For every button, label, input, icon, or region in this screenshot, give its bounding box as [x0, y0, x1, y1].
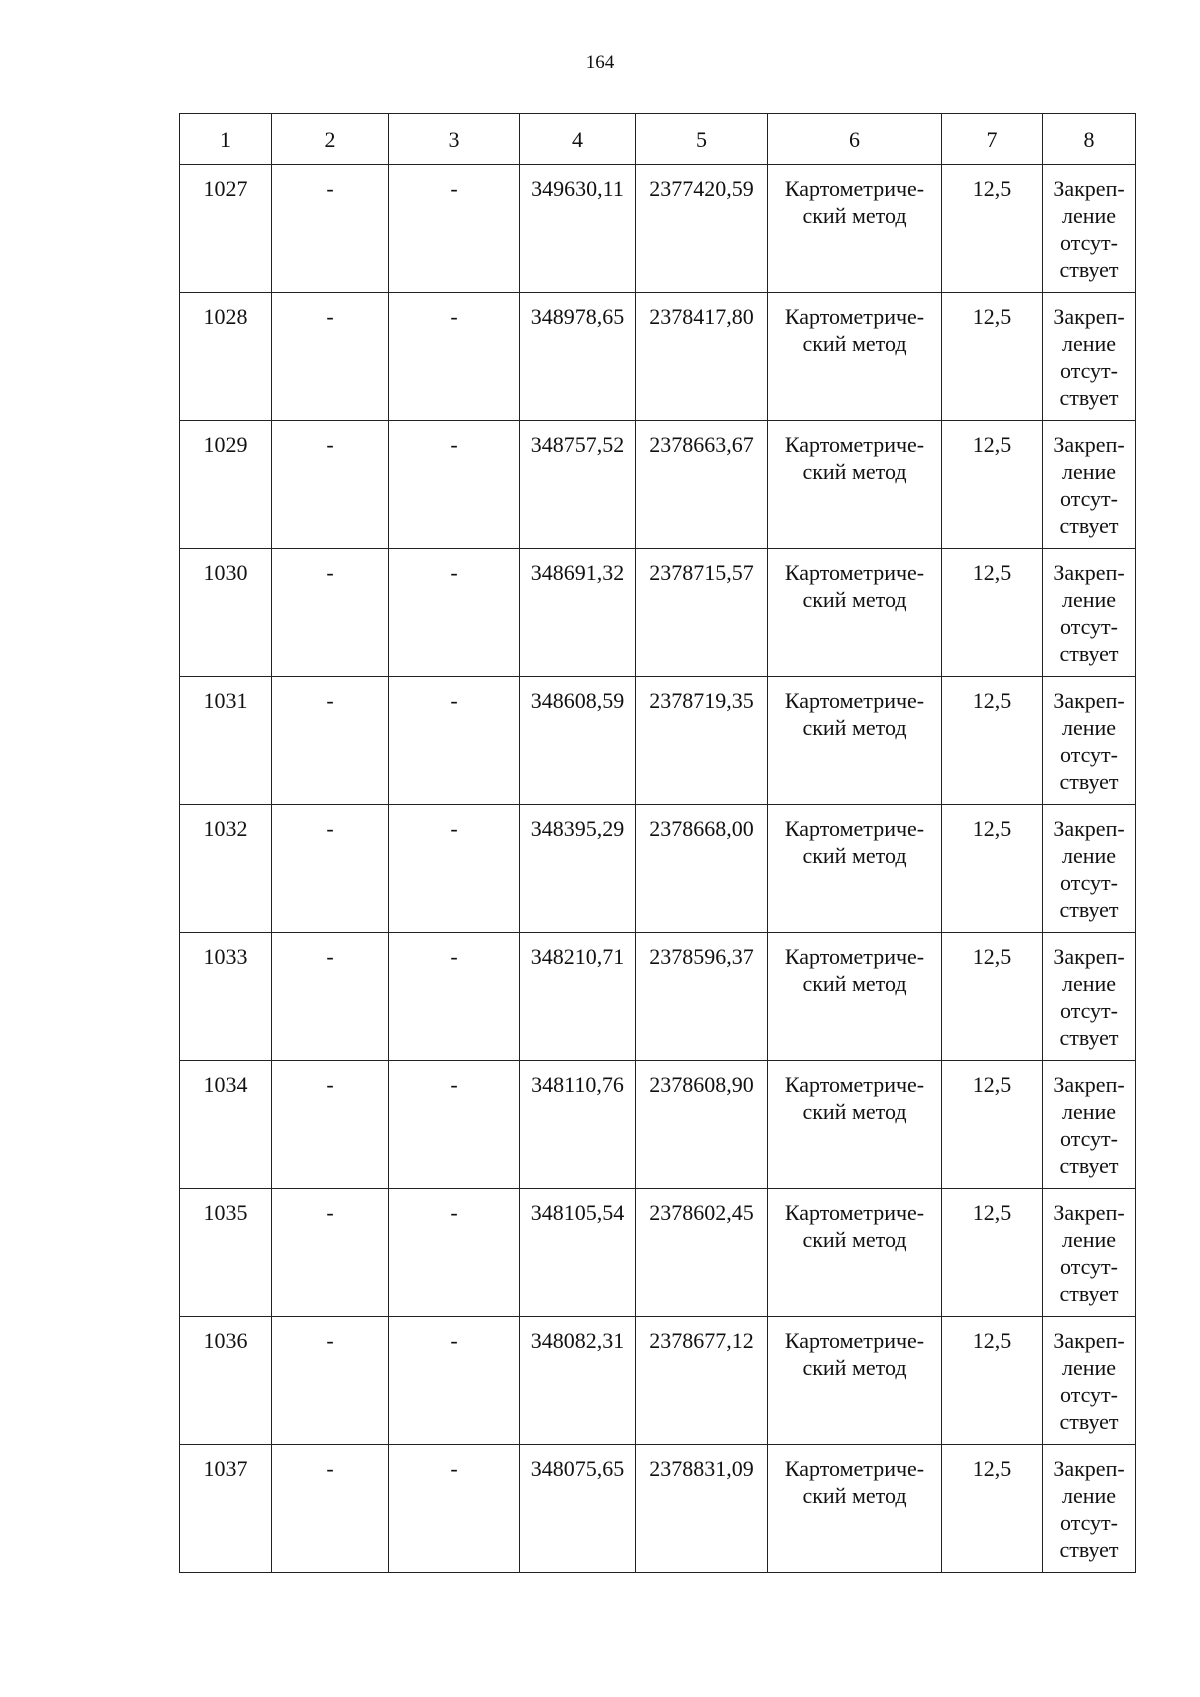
table-row [180, 1061, 1136, 1189]
column-2-cell: - [272, 1061, 389, 1189]
column-2-cell: - [272, 1445, 389, 1573]
table-row [180, 1445, 1136, 1573]
x-coordinate-cell: 348691,32 [520, 549, 636, 677]
accuracy-cell: 12,5 [942, 549, 1043, 677]
method-cell: Картометриче- ский метод [768, 165, 942, 293]
method-cell: Картометриче- ский метод [768, 549, 942, 677]
table-row [180, 677, 1136, 805]
point-number-cell: 1027 [180, 165, 272, 293]
header-cell-4: 4 [520, 114, 636, 165]
y-coordinate-cell: 2378719,35 [636, 677, 768, 805]
page-number: 164 [585, 52, 615, 73]
accuracy-cell: 12,5 [942, 933, 1043, 1061]
y-coordinate-cell: 2378677,12 [636, 1317, 768, 1445]
fixing-cell: Закреп- ление отсут- ствует [1043, 421, 1136, 549]
fixing-cell: Закреп- ление отсут- ствует [1043, 549, 1136, 677]
table-row [180, 293, 1136, 421]
header-cell-2: 2 [272, 114, 389, 165]
fixing-cell: Закреп- ление отсут- ствует [1043, 805, 1136, 933]
table-row [180, 1317, 1136, 1445]
fixing-cell: Закреп- ление отсут- ствует [1043, 1189, 1136, 1317]
accuracy-cell: 12,5 [942, 1189, 1043, 1317]
method-cell: Картометриче- ский метод [768, 1317, 942, 1445]
header-row [180, 114, 1136, 165]
column-3-cell: - [389, 421, 520, 549]
column-3-cell: - [389, 165, 520, 293]
table-row [180, 165, 1136, 293]
y-coordinate-cell: 2378596,37 [636, 933, 768, 1061]
x-coordinate-cell: 348395,29 [520, 805, 636, 933]
x-coordinate-cell: 348608,59 [520, 677, 636, 805]
header-cell-7: 7 [942, 114, 1043, 165]
column-2-cell: - [272, 549, 389, 677]
column-3-cell: - [389, 805, 520, 933]
method-cell: Картометриче- ский метод [768, 1189, 942, 1317]
column-3-cell: - [389, 549, 520, 677]
point-number-cell: 1029 [180, 421, 272, 549]
y-coordinate-cell: 2378663,67 [636, 421, 768, 549]
method-cell: Картометриче- ский метод [768, 421, 942, 549]
table-row [180, 421, 1136, 549]
x-coordinate-cell: 348210,71 [520, 933, 636, 1061]
x-coordinate-cell: 348082,31 [520, 1317, 636, 1445]
x-coordinate-cell: 348075,65 [520, 1445, 636, 1573]
accuracy-cell: 12,5 [942, 805, 1043, 933]
column-2-cell: - [272, 1189, 389, 1317]
y-coordinate-cell: 2378417,80 [636, 293, 768, 421]
y-coordinate-cell: 2378715,57 [636, 549, 768, 677]
point-number-cell: 1030 [180, 549, 272, 677]
accuracy-cell: 12,5 [942, 1317, 1043, 1445]
fixing-cell: Закреп- ление отсут- ствует [1043, 677, 1136, 805]
x-coordinate-cell: 348110,76 [520, 1061, 636, 1189]
point-number-cell: 1033 [180, 933, 272, 1061]
fixing-cell: Закреп- ление отсут- ствует [1043, 1061, 1136, 1189]
x-coordinate-cell: 349630,11 [520, 165, 636, 293]
x-coordinate-cell: 348757,52 [520, 421, 636, 549]
header-cell-1: 1 [180, 114, 272, 165]
y-coordinate-cell: 2378668,00 [636, 805, 768, 933]
column-3-cell: - [389, 1061, 520, 1189]
point-number-cell: 1032 [180, 805, 272, 933]
header-cell-5: 5 [636, 114, 768, 165]
table-header [180, 114, 1136, 165]
table-body [180, 165, 1136, 1573]
accuracy-cell: 12,5 [942, 1061, 1043, 1189]
accuracy-cell: 12,5 [942, 421, 1043, 549]
point-number-cell: 1035 [180, 1189, 272, 1317]
column-3-cell: - [389, 677, 520, 805]
fixing-cell: Закреп- ление отсут- ствует [1043, 933, 1136, 1061]
point-number-cell: 1031 [180, 677, 272, 805]
column-3-cell: - [389, 1189, 520, 1317]
header-cell-6: 6 [768, 114, 942, 165]
y-coordinate-cell: 2377420,59 [636, 165, 768, 293]
point-number-cell: 1037 [180, 1445, 272, 1573]
point-number-cell: 1028 [180, 293, 272, 421]
column-3-cell: - [389, 933, 520, 1061]
accuracy-cell: 12,5 [942, 165, 1043, 293]
y-coordinate-cell: 2378831,09 [636, 1445, 768, 1573]
column-2-cell: - [272, 933, 389, 1061]
table-row [180, 1189, 1136, 1317]
fixing-cell: Закреп- ление отсут- ствует [1043, 293, 1136, 421]
point-number-cell: 1034 [180, 1061, 272, 1189]
column-2-cell: - [272, 421, 389, 549]
table-row [180, 805, 1136, 933]
table-row [180, 933, 1136, 1061]
accuracy-cell: 12,5 [942, 677, 1043, 805]
accuracy-cell: 12,5 [942, 1445, 1043, 1573]
method-cell: Картометриче- ский метод [768, 677, 942, 805]
header-cell-8: 8 [1043, 114, 1136, 165]
fixing-cell: Закреп- ление отсут- ствует [1043, 1445, 1136, 1573]
column-2-cell: - [272, 677, 389, 805]
method-cell: Картометриче- ский метод [768, 933, 942, 1061]
fixing-cell: Закреп- ление отсут- ствует [1043, 165, 1136, 293]
fixing-cell: Закреп- ление отсут- ствует [1043, 1317, 1136, 1445]
column-2-cell: - [272, 165, 389, 293]
method-cell: Картометриче- ский метод [768, 1445, 942, 1573]
x-coordinate-cell: 348978,65 [520, 293, 636, 421]
column-2-cell: - [272, 805, 389, 933]
column-3-cell: - [389, 1445, 520, 1573]
column-3-cell: - [389, 293, 520, 421]
column-2-cell: - [272, 293, 389, 421]
column-3-cell: - [389, 1317, 520, 1445]
y-coordinate-cell: 2378602,45 [636, 1189, 768, 1317]
accuracy-cell: 12,5 [942, 293, 1043, 421]
coordinates-table [179, 113, 1136, 1573]
header-cell-3: 3 [389, 114, 520, 165]
column-2-cell: - [272, 1317, 389, 1445]
method-cell: Картометриче- ский метод [768, 1061, 942, 1189]
method-cell: Картометриче- ский метод [768, 805, 942, 933]
method-cell: Картометриче- ский метод [768, 293, 942, 421]
point-number-cell: 1036 [180, 1317, 272, 1445]
y-coordinate-cell: 2378608,90 [636, 1061, 768, 1189]
x-coordinate-cell: 348105,54 [520, 1189, 636, 1317]
table-row [180, 549, 1136, 677]
